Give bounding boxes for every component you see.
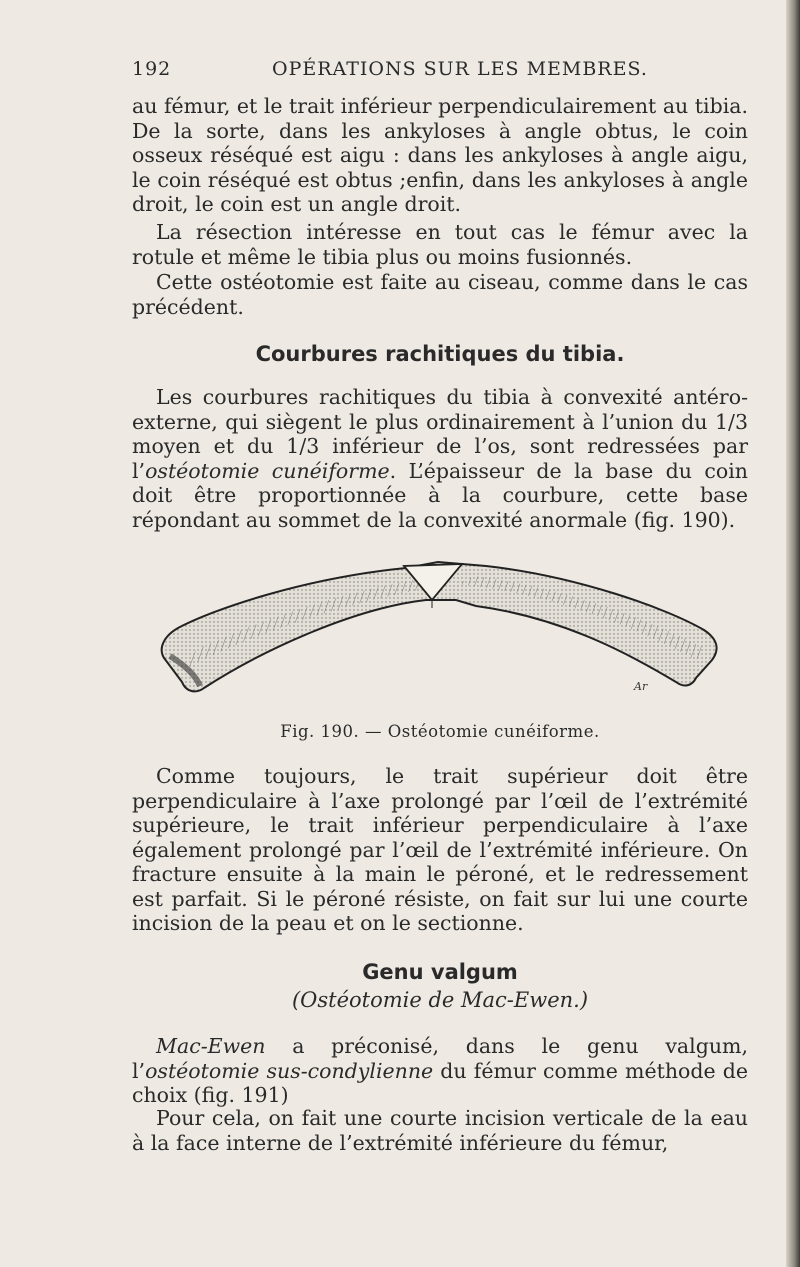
paragraph-text: Pour cela, on fait une courte incision verticale de la eau à la face interne de l’extrémité inférieure du fémur, [132, 1106, 748, 1155]
paragraph-text: Comme toujours, le trait supérieur doit être perpendiculaire à l’axe prolongé par l’œil de l’extrémité supérieure, le trait inférieur perpendiculaire à l’axe également prolongé par l’œil de l’extrémité inférieure. On fracture ensuite à la main le péroné, et le redressement est parfait. Si le péroné résiste, on fait sur lui une courte incision de la peau et on le sectionne. [132, 764, 748, 935]
paragraph-text: La résection intéresse en tout cas le fémur avec la rotule et même le tibia plus ou moins fusionnés. [132, 220, 748, 269]
paragraph-text: Cette ostéotomie est faite au ciseau, comme dans le cas précédent. [132, 270, 748, 319]
figure-190-bone-illustration [156, 548, 728, 718]
paragraph-resection [132, 220, 748, 269]
paragraph-text [132, 1034, 748, 1108]
text-run: du fémur comme méthode de choix (fig. 191) [132, 1058, 748, 1107]
paragraph-comme-toujours [132, 764, 748, 936]
text-run: Les courbures rachitiques du tibia à convexité antéro-externe, qui siègent le plus ordinairement à l’union du 1/3 moyen et du 1/3 inférieur de l’os, sont redressées par [132, 385, 748, 458]
section-heading-courbures: Courbures rachitiques du tibia. [255, 342, 625, 366]
italic-term: ostéotomie sus-condylienne [145, 1058, 434, 1083]
running-title: OPÉRATIONS SUR LES MEMBRES. [272, 58, 648, 80]
text-run: a préconisé, dans le genu valgum, l’ [132, 1034, 748, 1083]
paragraph-mac-ewen [132, 1034, 748, 1108]
paragraph-ciseau [132, 270, 748, 319]
text-run: . L’épaisseur de la base du coin doit être proportionnée à la courbure, cette base répondant au sommet de la convexité anormale (fig. 190). [132, 458, 748, 532]
section-heading-genu-valgum: Genu valgum [362, 960, 518, 984]
paragraph-text: au fémur, et le trait inférieur perpendiculairement au tibia. De la sorte, dans les ankyloses à angle obtus, le coin osseux réséqué est aigu : dans les ankyloses à angle aigu, le coin réséqué est obtus ;enfin, dans les ankyloses à angle droit, le coin est un angle droit. [132, 94, 748, 216]
page-edge [786, 0, 800, 1267]
running-head [132, 58, 748, 86]
page-number: 192 [132, 58, 172, 80]
text-run: l’ [132, 458, 146, 483]
author-name: Mac-Ewen [156, 1034, 266, 1058]
figure-caption: Fig. 190. — Ostéotomie cunéiforme. [280, 722, 600, 741]
paragraph-ankyloses [132, 94, 748, 217]
artist-signature: Ar [634, 680, 648, 693]
paragraph-pour-cela [132, 1106, 748, 1155]
paragraph-courbures [132, 385, 748, 532]
section-subheading-mac-ewen: (Ostéotomie de Mac-Ewen.) [291, 988, 589, 1012]
italic-term: ostéotomie cunéiforme [145, 458, 390, 483]
paragraph-text [132, 385, 748, 532]
